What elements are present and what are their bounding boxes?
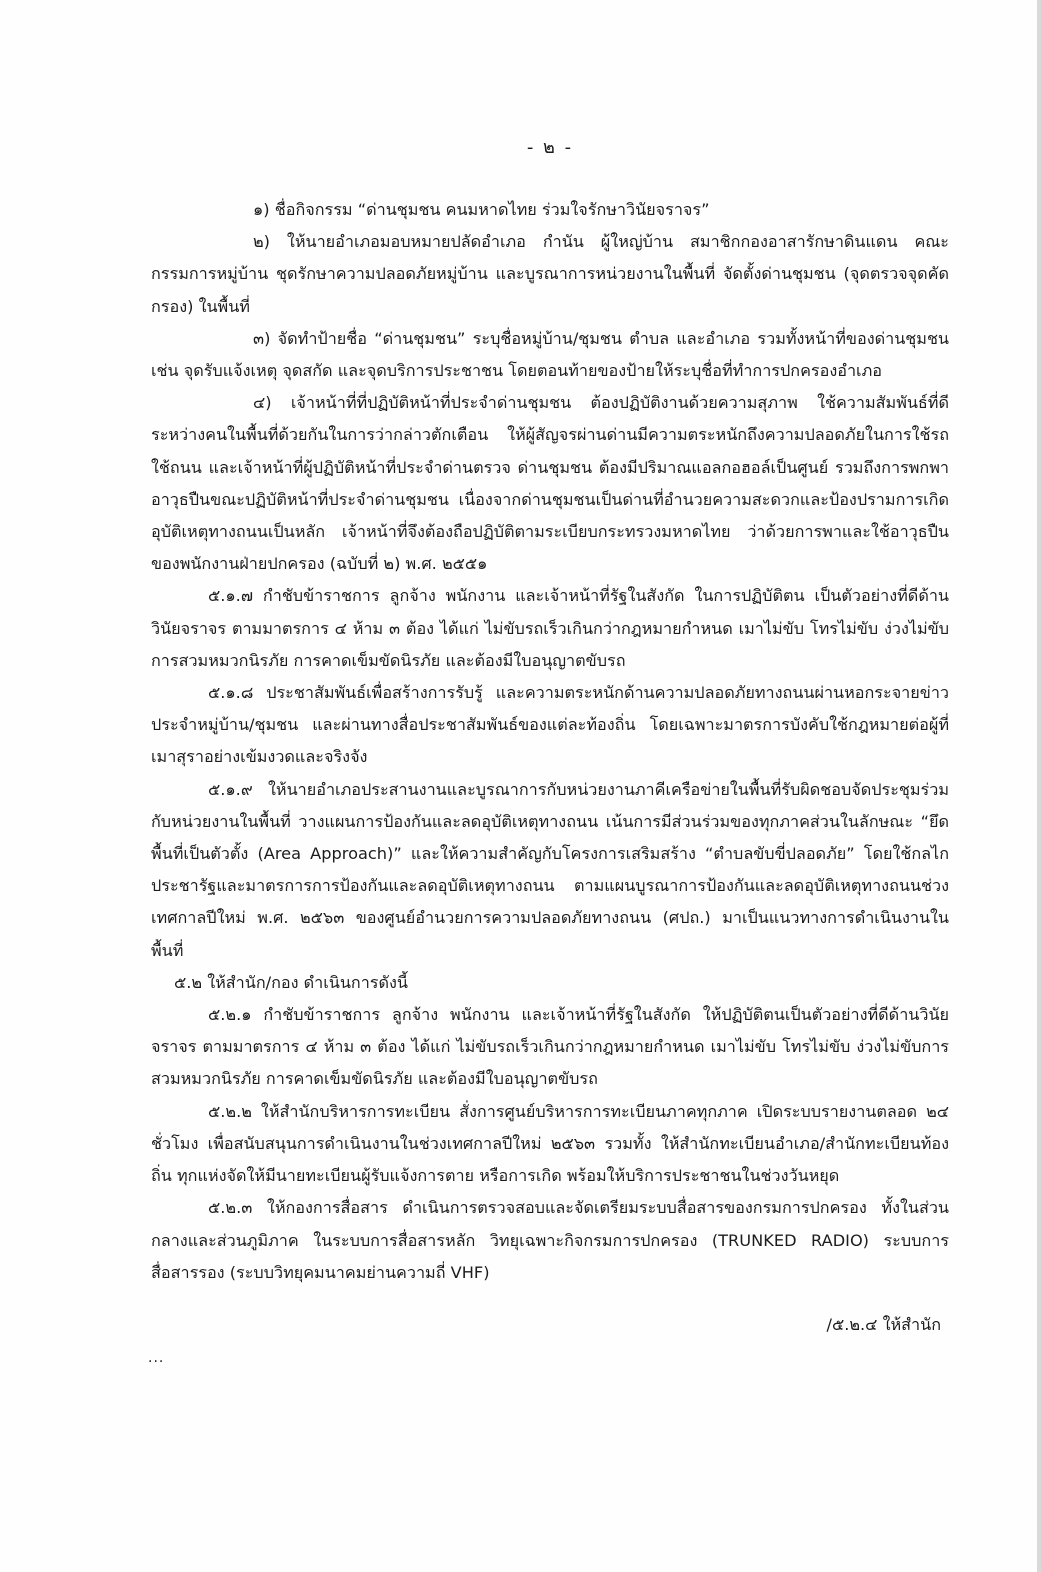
- paragraph: ๕.๑.๘ ประชาสัมพันธ์เพื่อสร้างการรับรู้ และความตระหนักด้านความปลอดภัยทางถนนผ่านหอกระจายข่าวประจำหมู่บ้าน/ชุมชน และผ่านทางสื่อประชาสัมพันธ์ของแต่ละท้องถิ่น โดยเฉพาะมาตรการบังคับใช้กฎหมายต่อผู้ที่เมาสุราอย่างเข้มงวดและจริงจัง: [151, 683, 949, 767]
- paragraph: ๕.๑.๗ กำชับข้าราชการ ลูกจ้าง พนักงาน และเจ้าหน้าที่รัฐในสังกัด ในการปฏิบัติตน เป็นตัวอย่างที่ดีด้านวินัยจราจร ตามมาตรการ ๔ ห้าม ๓ ต้อง ได้แก่ ไม่ขับรถเร็วเกินกว่ากฎหมายกำหนด เมาไม่ขับ โทรไม่ขับ ง่วงไม่ขับ การสวมหมวกนิรภัย การคาดเข็มขัดนิรภัย และต้องมีใบอนุญาตขับรถ: [151, 586, 949, 670]
- page-number: - ๒ -: [526, 137, 574, 158]
- paragraph: ๕.๒.๒ ให้สำนักบริหารการทะเบียน สั่งการศูนย์บริหารการทะเบียนภาคทุกภาค เปิดระบบรายงานตลอด ๒๔ ชั่วโมง เพื่อสนับสนุนการดำเนินงานในช่วงเทศกาลปีใหม่ ๒๕๖๓ รวมทั้ง ให้สำนักทะเบียนอำเภอ/สำนักทะเบียนท้องถิ่น ทุกแห่งจัดให้มีนายทะเบียนผู้รับแจ้งการตาย หรือการเกิด พร้อมให้บริการประชาชนในช่วงวันหยุด: [151, 1101, 949, 1186]
- continuation-note: /๕.๒.๔ ให้สำนัก: [826, 1315, 941, 1334]
- paragraph: ๔) เจ้าหน้าที่ที่ปฏิบัติหน้าที่ประจำด่านชุมชน ต้องปฏิบัติงานด้วยความสุภาพ ใช้ความสัมพันธ์ที่ดีระหว่างคนในพื้นที่ด้วยกันในการว่ากล่าวตักเตือน ให้ผู้สัญจรผ่านด่านมีความตระหนักถึงความปลอดภัยในการใช้รถใช้ถนน และเจ้าหน้าที่ผู้ปฏิบัติหน้าที่ประจำด่านตรวจ ด่านชุมชน ต้องมีปริมาณแอลกอฮอล์เป็นศูนย์ รวมถึงการพกพาอาวุธปืนขณะปฏิบัติหน้าที่ประจำด่านชุมชน เนื่องจากด่านชุมชนเป็นด่านที่อำนวยความสะดวกและป้องปรามการเกิดอุบัติเหตุทางถนนเป็นหลัก เจ้าหน้าที่จึงต้องถือปฏิบัติตามระเบียบกระทรวงมหาดไทย ว่าด้วยการพาและใช้อาวุธปืนของพนักงานฝ่ายปกครอง (ฉบับที่ ๒) พ.ศ. ๒๕๕๑: [151, 393, 949, 574]
- paragraph: ๕.๒.๓ ให้กองการสื่อสาร ดำเนินการตรวจสอบและจัดเตรียมระบบสื่อสารของกรมการปกครอง ทั้งในส่วนกลางและส่วนภูมิภาค ในระบบการสื่อสารหลัก วิทยุเฉพาะกิจกรมการปกครอง (TRUNKED RADIO) ระบบการสื่อสารรอง (ระบบวิทยุคมนาคมย่านความถี่ VHF): [151, 1198, 949, 1282]
- paragraph: ๕.๒.๑ กำชับข้าราชการ ลูกจ้าง พนักงาน และเจ้าหน้าที่รัฐในสังกัด ให้ปฏิบัติตนเป็นตัวอย่างที่ดีด้านวินัยจราจร ตามมาตรการ ๔ ห้าม ๓ ต้อง ได้แก่ ไม่ขับรถเร็วเกินกว่ากฎหมายกำหนด เมาไม่ขับ โทรไม่ขับ ง่วงไม่ขับการสวมหมวกนิรภัย การคาดเข็มขัดนิรภัย และต้องมีใบอนุญาตขับรถ: [151, 1005, 949, 1089]
- paragraph: ๕.๑.๙ ให้นายอำเภอประสานงานและบูรณาการกับหน่วยงานภาคีเครือข่ายในพื้นที่รับผิดชอบจัดประชุมร่วมกับหน่วยงานในพื้นที่ วางแผนการป้องกันและลดอุบัติเหตุทางถนน เน้นการมีส่วนร่วมของทุกภาคส่วนในลักษณะ “ยึดพื้นที่เป็นตัวตั้ง (Area Approach)” และให้ความสำคัญกับโครงการเสริมสร้าง “ตำบลขับขี่ปลอดภัย” โดยใช้กลไกประชารัฐและมาตรการการป้องกันและลดอุบัติเหตุทางถนน ตามแผนบูรณาการป้องกันและลดอุบัติเหตุทางถนนช่วงเทศกาลปีใหม่ พ.ศ. ๒๕๖๓ ของศูนย์อำนวยการความปลอดภัยทางถนน (ศปถ.) มาเป็นแนวทางการดำเนินงานในพื้นที่: [151, 779, 949, 960]
- paragraph: ๓) จัดทำป้ายชื่อ “ด่านชุมชน” ระบุชื่อหมู่บ้าน/ชุมชน ตำบล และอำเภอ รวมทั้งหน้าที่ของด่านชุมชน เช่น จุดรับแจ้งเหตุ จุดสกัด และจุดบริการประชาชน โดยตอนท้ายของป้ายให้ระบุชื่อที่ทำการปกครองอำเภอ: [151, 328, 949, 381]
- ellipsis-mark: ...: [148, 1350, 165, 1366]
- paragraph: ๕.๒ ให้สำนัก/กอง ดำเนินการดังนี้: [174, 972, 408, 992]
- paragraph: ๑) ชื่อกิจกรรม “ด่านชุมชน คนมหาดไทย ร่วมใจรักษาวินัยจราจร”: [253, 200, 710, 219]
- page-edge-shadow: [1037, 0, 1041, 1572]
- paragraph: ๒) ให้นายอำเภอมอบหมายปลัดอำเภอ กำนัน ผู้ใหญ่บ้าน สมาชิกกองอาสารักษาดินแดน คณะกรรมการหมู่บ้าน ชุดรักษาความปลอดภัยหมู่บ้าน และบูรณาการหน่วยงานในพื้นที่ จัดตั้งด่านชุมชน (จุดตรวจจุดคัดกรอง) ในพื้นที่: [151, 232, 949, 316]
- document-body: [151, 194, 949, 1289]
